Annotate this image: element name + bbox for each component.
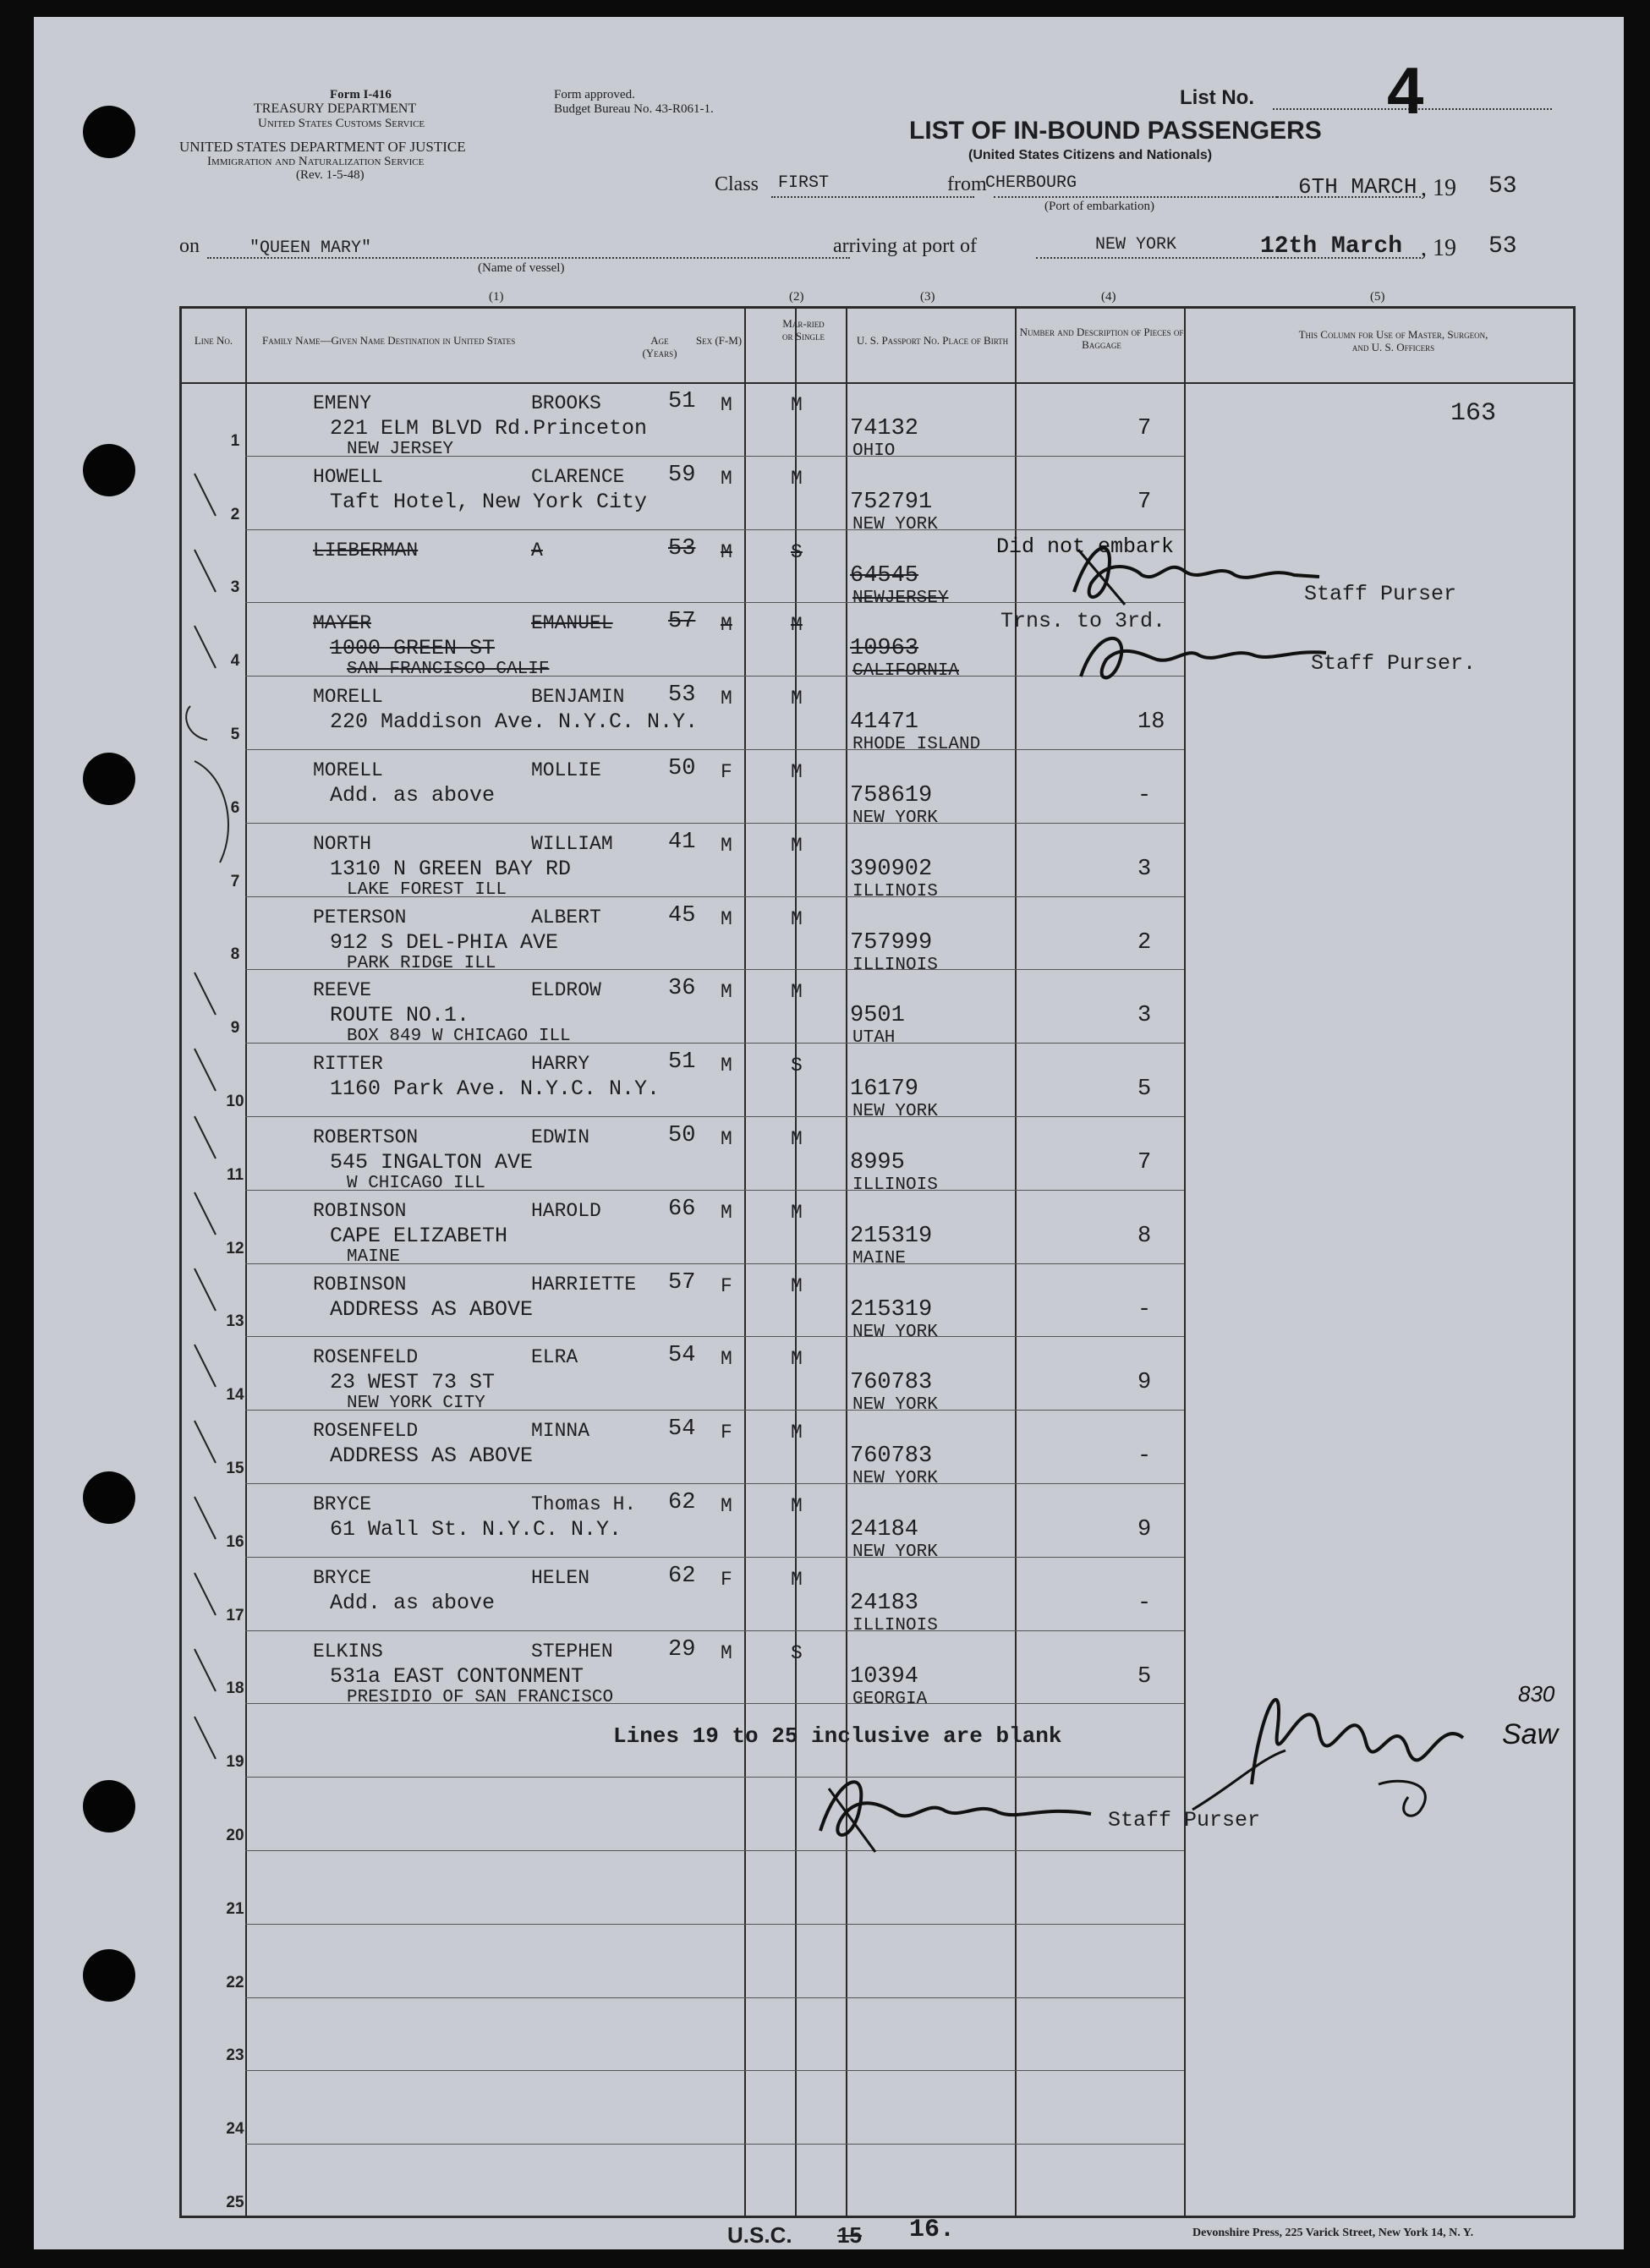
passport-number: 9501 [850, 1003, 905, 1029]
passenger-address-line2: LAKE FOREST ILL [347, 879, 507, 900]
passenger-address-line1: ADDRESS AS ABOVE [330, 1296, 534, 1322]
passenger-marital-status: M [791, 1422, 803, 1444]
baggage-count: 5 [1137, 1663, 1152, 1690]
passport-number: 752791 [850, 489, 933, 515]
passenger-marital-status: M [791, 1201, 803, 1224]
passenger-given-name: BENJAMIN [531, 686, 625, 709]
baggage-count: 8 [1137, 1223, 1152, 1249]
passport-number: 758619 [850, 783, 933, 808]
line-number: 9 [230, 1019, 240, 1038]
passport-number: 390902 [850, 856, 933, 882]
passport-number: 760783 [850, 1444, 933, 1470]
line-number: 21 [226, 1899, 244, 1918]
officer-time: 830 [1518, 1681, 1555, 1706]
passenger-address-line2: NEW YORK CITY [347, 1394, 485, 1414]
passenger-marital-status: M [791, 1568, 803, 1591]
line-number: 15 [226, 1460, 244, 1477]
passenger-address-line1: 220 Maddison Ave. N.Y.C. N.Y. [330, 709, 699, 735]
baggage-count: 7 [1137, 1150, 1152, 1175]
passenger-age: 57 [668, 609, 696, 635]
passenger-marital-status: M [791, 907, 803, 930]
passenger-family-name: RITTER [313, 1053, 383, 1076]
embark-date: 6TH MARCH [1298, 174, 1417, 200]
baggage-count: 9 [1137, 1517, 1152, 1542]
staff-purser-label: Staff Purser [1304, 582, 1457, 606]
passenger-given-name: ELDROW [531, 979, 601, 1002]
passenger-age: 66 [668, 1196, 696, 1222]
passenger-sex: M [721, 1641, 732, 1664]
passenger-marital-status: S [791, 540, 803, 563]
passport-number: 64545 [850, 562, 919, 589]
staff-purser-label-2: Staff Purser. [1311, 651, 1477, 676]
passenger-age: 53 [668, 682, 696, 709]
punch-hole [83, 1471, 135, 1524]
passenger-age: 54 [668, 1416, 696, 1443]
place-of-birth: UTAH [852, 1028, 896, 1049]
passport-number: 215319 [850, 1223, 933, 1249]
purser-signature-2 [1072, 617, 1343, 693]
passenger-sex: F [721, 1274, 732, 1297]
blank-lines-note: Lines 19 to 25 inclusive are blank [613, 1723, 1062, 1749]
passenger-age: 51 [668, 389, 696, 414]
passport-number: 215319 [850, 1296, 933, 1323]
footer-usc: U.S.C. [727, 2222, 792, 2248]
passenger-age: 53 [668, 535, 696, 562]
passenger-sex: F [721, 1422, 732, 1444]
revision: (Rev. 1-5-48) [296, 168, 365, 182]
punch-hole [83, 106, 135, 158]
passenger-marital-status: M [791, 1348, 803, 1371]
baggage-count: 18 [1137, 709, 1165, 736]
place-of-birth: NEW YORK [852, 514, 938, 534]
passenger-marital-status: M [791, 614, 803, 637]
line-number: 10 [226, 1093, 244, 1110]
passenger-sex: F [721, 1568, 732, 1591]
passport-number: 41471 [850, 709, 919, 736]
officer-note: 163 [1450, 399, 1497, 428]
passenger-family-name: NORTH [313, 832, 372, 855]
from-dotline [994, 196, 1277, 198]
row-divider [245, 1630, 1184, 1631]
passenger-address-line2: W CHICAGO ILL [347, 1174, 485, 1193]
row-divider [245, 1336, 1184, 1337]
passenger-marital-status: M [791, 1274, 803, 1297]
passenger-address-line2: BOX 849 W CHICAGO ILL [347, 1027, 571, 1047]
place-of-birth: CALIFORNIA [852, 661, 960, 682]
place-of-birth: NEW YORK [852, 1322, 938, 1342]
staff-purser-label-3: Staff Purser [1108, 1808, 1261, 1832]
passenger-sex: M [721, 1201, 732, 1224]
line-number: 24 [226, 2120, 244, 2139]
passport-number: 10963 [850, 636, 919, 662]
passenger-given-name: MINNA [531, 1420, 590, 1443]
passenger-sex: F [721, 761, 732, 783]
passenger-family-name: ROBINSON [313, 1273, 407, 1296]
from-value: CHERBOURG [985, 173, 1077, 193]
place-of-birth: GEORGIA [852, 1689, 928, 1709]
passenger-age: 62 [668, 1563, 696, 1589]
place-of-birth: NEW YORK [852, 1102, 938, 1122]
passenger-marital-status: M [791, 1495, 803, 1517]
baggage-count: - [1137, 1590, 1152, 1616]
passenger-family-name: ROBINSON [313, 1199, 407, 1222]
passenger-address-line2: NEW JERSEY [347, 440, 454, 459]
row-divider [245, 823, 1184, 824]
col-num-5: (5) [1370, 290, 1385, 304]
baggage-count: 7 [1137, 489, 1152, 515]
officer-initials-suffix: Saw [1502, 1718, 1559, 1750]
col-header-passport: U. S. Passport No. Place of Birth [856, 334, 1009, 347]
passenger-sex: M [721, 394, 732, 416]
passenger-given-name: ELRA [531, 1346, 578, 1369]
passenger-family-name: HOWELL [313, 465, 383, 488]
passenger-given-name: CLARENCE [531, 465, 625, 488]
row-divider [245, 1116, 1184, 1117]
passport-number: 10394 [850, 1663, 919, 1690]
line-number: 17 [226, 1606, 244, 1624]
passenger-given-name: MOLLIE [531, 759, 601, 781]
embark-year-prefix: , 19 [1421, 175, 1456, 201]
passenger-family-name: ROSENFELD [313, 1420, 419, 1443]
passenger-family-name: LIEBERMAN [313, 539, 419, 562]
passenger-age: 54 [668, 1343, 696, 1369]
col-header-married: Mar-ried or Single [782, 317, 825, 342]
form-approved: Form approved. [554, 88, 635, 101]
line-number: 2 [230, 505, 240, 523]
row-divider [245, 1557, 1184, 1558]
passenger-family-name: BRYCE [313, 1493, 372, 1515]
embark-label: (Port of embarkation) [1044, 200, 1154, 213]
passenger-sex: M [721, 688, 732, 710]
punch-hole [83, 444, 135, 496]
place-of-birth: NEWJERSEY [852, 588, 949, 608]
passport-number: 16179 [850, 1076, 919, 1103]
passenger-sex: M [721, 834, 732, 857]
place-of-birth: NEW YORK [852, 1395, 938, 1416]
arriving-year-prefix: , 19 [1421, 235, 1456, 261]
place-of-birth: NEW YORK [852, 808, 938, 828]
passenger-given-name: EMANUEL [531, 612, 613, 635]
passport-number: 24184 [850, 1517, 919, 1542]
row-divider [245, 1483, 1184, 1484]
passenger-sex: M [721, 907, 732, 930]
passenger-marital-status: M [791, 981, 803, 1004]
passenger-sex: M [721, 614, 732, 637]
passenger-given-name: Thomas H. [531, 1493, 637, 1515]
col-num-3: (3) [920, 290, 935, 304]
line-number: 14 [226, 1386, 244, 1405]
line-number: 4 [230, 652, 240, 671]
row-divider [245, 1924, 1184, 1925]
line-number: 7 [230, 872, 240, 890]
line-number: 25 [226, 2194, 244, 2211]
passenger-address-line1: 61 Wall St. N.Y.C. N.Y. [330, 1517, 622, 1542]
passenger-family-name: PETERSON [313, 906, 407, 929]
baggage-count: 3 [1137, 856, 1152, 882]
line-number: 19 [226, 1753, 244, 1772]
purser-signature-3 [803, 1755, 1116, 1856]
list-no-label: List No. [1180, 86, 1254, 109]
baggage-count: 7 [1137, 416, 1152, 441]
transfer-note: Trns. to 3rd. [1000, 609, 1166, 633]
line-number: 23 [226, 2046, 244, 2065]
passenger-marital-status: M [791, 834, 803, 857]
col-num-4: (4) [1101, 290, 1116, 304]
punch-hole [83, 753, 135, 805]
baggage-count: 2 [1137, 929, 1152, 956]
passport-number: 24183 [850, 1590, 919, 1616]
passenger-address-line2: PARK RIDGE ILL [347, 953, 496, 973]
passenger-family-name: REEVE [313, 979, 372, 1002]
passenger-address-line2: MAINE [347, 1246, 401, 1267]
passenger-address-line1: CAPE ELIZABETH [330, 1223, 508, 1248]
arriving-port: NEW YORK [1095, 235, 1177, 255]
place-of-birth: NEW YORK [852, 1542, 938, 1562]
vessel-name: "QUEEN MARY" [249, 238, 372, 258]
passenger-address-line1: ROUTE NO.1. [330, 1003, 470, 1028]
passenger-marital-status: M [791, 467, 803, 490]
row-divider [245, 2144, 1184, 2145]
place-of-birth: ILLINOIS [852, 1175, 938, 1195]
passenger-address-line1: 1000 GREEN ST [330, 636, 496, 661]
passenger-family-name: BRYCE [313, 1566, 372, 1589]
line-number: 11 [226, 1165, 244, 1184]
passenger-sex: M [721, 1055, 732, 1077]
embark-year: 53 [1488, 173, 1517, 200]
baggage-count: 3 [1137, 1003, 1152, 1029]
passenger-age: 62 [668, 1490, 696, 1515]
line-number: 13 [226, 1312, 244, 1331]
line-number: 1 [230, 431, 240, 450]
place-of-birth: OHIO [852, 441, 896, 461]
passenger-address-line1: 1160 Park Ave. N.Y.C. N.Y. [330, 1076, 661, 1102]
row-divider [245, 2070, 1184, 2071]
col-header-sex: Sex (F-M) [695, 334, 743, 347]
footer-usc-number: 16. [909, 2216, 956, 2244]
did-not-embark-note: Did not embark [996, 534, 1175, 559]
passenger-marital-status: S [791, 1055, 803, 1077]
punch-hole [83, 1780, 135, 1832]
line-number: 16 [226, 1532, 244, 1551]
line-number: 6 [230, 798, 240, 817]
form-title: LIST OF IN-BOUND PASSENGERS [909, 117, 1322, 145]
passenger-marital-status: M [791, 688, 803, 710]
passenger-marital-status: M [791, 394, 803, 416]
manifest-sheet [34, 17, 1624, 2249]
passenger-family-name: MAYER [313, 612, 372, 635]
baggage-count: 9 [1137, 1370, 1152, 1396]
passenger-sex: M [721, 1128, 732, 1150]
row-divider [245, 602, 1184, 603]
class-value: FIRST [778, 173, 830, 193]
baggage-count: - [1137, 1296, 1152, 1323]
col-header-age: Age (Years) [642, 334, 677, 359]
punch-hole [83, 1949, 135, 2002]
vessel-label: (Name of vessel) [478, 261, 565, 275]
treasury-dept: TREASURY DEPARTMENT [254, 101, 417, 116]
col-header-line: Line No. [194, 334, 233, 347]
budget-bureau: Budget Bureau No. 43-R061-1. [554, 102, 714, 116]
passenger-address-line1: Add. as above [330, 783, 496, 808]
line-number: 18 [226, 1679, 244, 1698]
passenger-given-name: HARRY [531, 1053, 590, 1076]
row-divider [245, 529, 1184, 530]
passenger-sex: M [721, 540, 732, 563]
from-label: from [947, 173, 987, 195]
row-divider [245, 749, 1184, 750]
passport-number: 8995 [850, 1150, 905, 1175]
on-label: on [179, 235, 200, 257]
passenger-address-line1: 545 INGALTON AVE [330, 1150, 534, 1175]
justice-dept: UNITED STATES DEPARTMENT OF JUSTICE [179, 139, 466, 155]
passenger-sex: M [721, 467, 732, 490]
passenger-age: 51 [668, 1049, 696, 1076]
place-of-birth: NEW YORK [852, 1469, 938, 1489]
passenger-given-name: BROOKS [531, 392, 601, 414]
place-of-birth: ILLINOIS [852, 955, 938, 975]
passenger-family-name: MORELL [313, 759, 383, 781]
passenger-address-line1: 221 ELM BLVD Rd.Princeton [330, 416, 648, 441]
passenger-address-line1: 531a EAST CONTONMENT [330, 1663, 584, 1689]
place-of-birth: ILLINOIS [852, 881, 938, 901]
passenger-given-name: WILLIAM [531, 832, 613, 855]
class-dotline [771, 196, 974, 198]
passenger-given-name: A [531, 539, 543, 562]
passenger-family-name: ROBERTSON [313, 1126, 419, 1148]
place-of-birth: ILLINOIS [852, 1615, 938, 1635]
col-header-officers: This Column for Use of Master, Surgeon, and U. S. Officers [1298, 328, 1488, 353]
passenger-marital-status: M [791, 761, 803, 783]
passenger-sex: M [721, 981, 732, 1004]
passenger-age: 57 [668, 1269, 696, 1296]
passenger-family-name: ROSENFELD [313, 1346, 419, 1369]
passenger-address-line1: 1310 N GREEN BAY RD [330, 856, 572, 881]
arriving-label: arriving at port of [833, 235, 977, 257]
passenger-age: 36 [668, 976, 696, 1002]
passenger-age: 50 [668, 1123, 696, 1148]
baggage-count: - [1137, 783, 1152, 808]
passport-number: 760783 [850, 1370, 933, 1396]
passenger-sex: M [721, 1348, 732, 1371]
col-num-2: (2) [789, 290, 804, 304]
baggage-count: - [1137, 1444, 1152, 1470]
passenger-address-line2: SAN FRANCISCO CALIF [347, 660, 550, 680]
col-header-baggage: Number and Description of Pieces of Baggage [1019, 326, 1184, 351]
passenger-family-name: EMENY [313, 392, 372, 414]
arriving-year: 53 [1488, 233, 1517, 260]
form-number: Form I-416 [330, 88, 392, 101]
ins-service: Immigration and Naturalization Service [207, 155, 425, 168]
footer-usc-struck: 15 [837, 2222, 862, 2248]
baggage-count: 5 [1137, 1076, 1152, 1103]
passenger-address-line1: Add. as above [330, 1590, 496, 1615]
passenger-given-name: STEPHEN [531, 1640, 613, 1663]
line-number: 22 [226, 1973, 244, 1991]
customs-service: United States Customs Service [258, 117, 425, 130]
passenger-age: 59 [668, 462, 696, 488]
col-num-1: (1) [489, 290, 504, 304]
list-no-value: 4 [1387, 53, 1424, 128]
passport-number: 74132 [850, 416, 919, 441]
officer-signature [1184, 1657, 1488, 1827]
arriving-date: 12th March [1260, 233, 1403, 260]
line-number: 12 [226, 1239, 244, 1257]
passenger-marital-status: S [791, 1641, 803, 1664]
passenger-address-line2: PRESIDIO OF SAN FRANCISCO [347, 1687, 614, 1707]
col-header-name: Family Name—Given Name Destination in United States [262, 334, 516, 347]
margin-check-marks [178, 423, 245, 2114]
passenger-given-name: HARRIETTE [531, 1273, 637, 1296]
place-of-birth: MAINE [852, 1248, 907, 1268]
passenger-age: 29 [668, 1636, 696, 1663]
place-of-birth: RHODE ISLAND [852, 735, 981, 755]
row-divider [245, 1997, 1184, 1998]
passenger-age: 45 [668, 902, 696, 929]
passenger-marital-status: M [791, 1128, 803, 1150]
passport-number: 757999 [850, 929, 933, 956]
purser-signature-1 [1057, 524, 1328, 617]
passenger-address-line1: Taft Hotel, New York City [330, 489, 648, 514]
passenger-given-name: ALBERT [531, 906, 601, 929]
line-number: 8 [230, 945, 240, 964]
line-number: 5 [230, 726, 240, 743]
passenger-age: 50 [668, 756, 696, 781]
passenger-family-name: ELKINS [313, 1640, 383, 1663]
passenger-family-name: MORELL [313, 686, 383, 709]
passenger-given-name: HAROLD [531, 1199, 601, 1222]
passenger-age: 41 [668, 829, 696, 855]
passenger-given-name: HELEN [531, 1566, 590, 1589]
line-number: 20 [226, 1827, 244, 1844]
passenger-address-line1: 23 WEST 73 ST [330, 1370, 496, 1395]
footer-press: Devonshire Press, 225 Varick Street, New York 14, N. Y. [1192, 2227, 1474, 2239]
passenger-sex: M [721, 1495, 732, 1517]
class-label: Class [715, 173, 759, 195]
passenger-address-line1: ADDRESS AS ABOVE [330, 1444, 534, 1469]
line-number: 3 [230, 578, 240, 597]
form-subtitle: (United States Citizens and Nationals) [968, 148, 1213, 162]
passenger-given-name: EDWIN [531, 1126, 590, 1148]
passenger-address-line1: 912 S DEL-PHIA AVE [330, 929, 559, 955]
